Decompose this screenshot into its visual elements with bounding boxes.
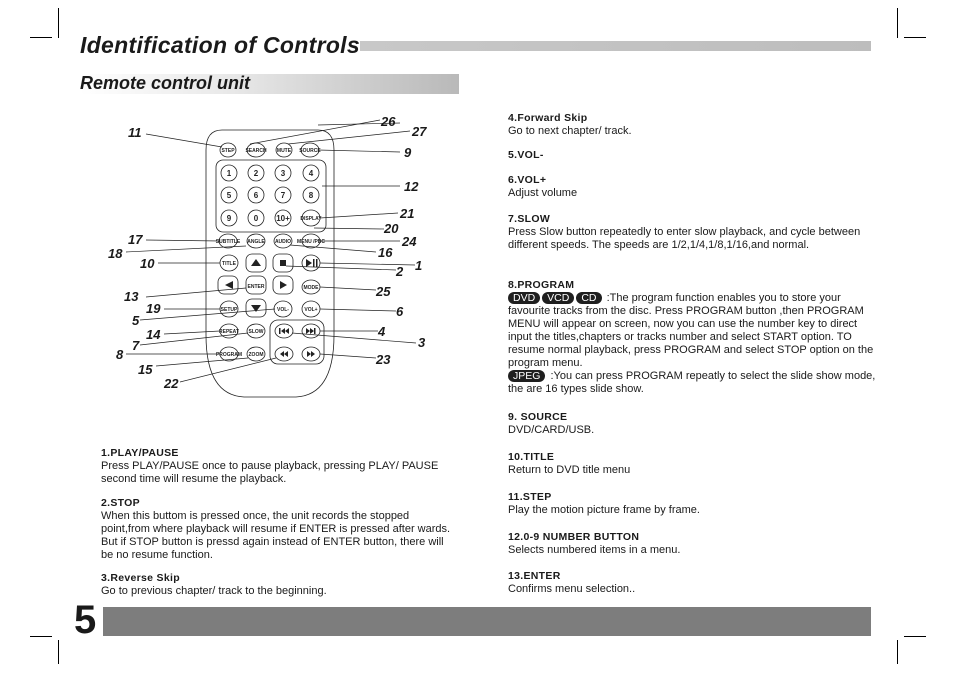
rewind-icon xyxy=(280,351,288,357)
number-button-label: 0 xyxy=(253,214,259,223)
callout-number: 25 xyxy=(376,284,391,299)
section-heading: 2.STOP xyxy=(101,497,140,509)
number-button-label: 3 xyxy=(280,169,286,178)
section-enter xyxy=(508,570,883,596)
crop-mark xyxy=(904,37,926,38)
callout-number: 18 xyxy=(108,246,123,261)
callout-number: 17 xyxy=(128,232,143,247)
section-body: Press Slow button repeatedly to enter slow playback, and cycle between different speeds. The speeds are 1/2,1/4,1/8,1/16,and normal. xyxy=(508,226,861,251)
page-title: Identification of Controls xyxy=(80,32,360,58)
section-body: Adjust volume xyxy=(508,187,578,199)
mode-button-label: MODE xyxy=(303,285,319,291)
skip-forward-icon xyxy=(306,328,316,334)
callout-number: 1 xyxy=(415,258,423,273)
left-arrow-icon xyxy=(225,281,233,289)
callout-number: 11 xyxy=(128,125,142,140)
menu-button-label: MENU /PBC xyxy=(296,239,326,245)
section-heading: 1.PLAY/PAUSE xyxy=(101,447,179,459)
callout-number: 12 xyxy=(404,179,419,194)
skip-back-icon xyxy=(279,328,289,334)
section-title xyxy=(508,451,883,477)
number-button-label: 6 xyxy=(253,191,259,200)
section-vol-plus xyxy=(508,174,883,200)
crop-mark xyxy=(58,640,59,664)
callout-number: 24 xyxy=(402,234,417,249)
callout-number: 4 xyxy=(378,324,386,339)
section-heading: 9. SOURCE xyxy=(508,411,568,423)
mute-button-label: MUTE xyxy=(276,148,292,154)
section-heading: 11.STEP xyxy=(508,491,552,503)
section-heading: 4.Forward Skip xyxy=(508,112,588,124)
crop-mark xyxy=(30,636,52,637)
angle-button-label: ANGLE xyxy=(247,239,265,245)
callout-number: 2 xyxy=(396,264,404,279)
crop-mark xyxy=(904,636,926,637)
section-forward-skip xyxy=(508,112,883,138)
section-body xyxy=(508,370,883,396)
vol-plus-button-label: VOL+ xyxy=(304,307,318,313)
number-button-label: 2 xyxy=(253,169,259,178)
audio-button-label: AUDIO xyxy=(274,239,292,245)
section-body xyxy=(508,292,883,370)
jpeg-description: :You can press PROGRAM repeatly to select the slide show mode, the are 16 types slide show. xyxy=(508,370,876,395)
callout-number: 16 xyxy=(378,245,393,260)
section-slow xyxy=(508,213,883,252)
enter-button-label: ENTER xyxy=(247,284,265,290)
setup-button-label: SETUP xyxy=(220,307,238,313)
search-button-label: SEARCH xyxy=(245,148,267,154)
callout-number: 14 xyxy=(146,327,161,342)
section-body: Play the motion picture frame by frame. xyxy=(508,504,700,516)
section-heading: 7.SLOW xyxy=(508,213,551,225)
repeat-button-label: REPEAT xyxy=(219,329,239,335)
callout-number: 5 xyxy=(132,313,140,328)
crop-mark xyxy=(30,37,52,38)
callout-number: 9 xyxy=(404,145,412,160)
callout-number: 10 xyxy=(140,256,155,271)
section-stop xyxy=(101,497,453,562)
section-body: Selects numbered items in a menu. xyxy=(508,544,681,556)
section-body: Return to DVD title menu xyxy=(508,464,631,476)
section-body: Go to previous chapter/ track to the beginning. xyxy=(101,585,327,597)
section-body: Go to next chapter/ track. xyxy=(508,125,632,137)
crop-mark xyxy=(897,640,898,664)
callout-number: 8 xyxy=(116,347,124,362)
callout-number: 22 xyxy=(164,376,179,391)
section-reverse-skip xyxy=(101,572,453,598)
disc-tag-jpeg: JPEG xyxy=(508,370,545,382)
section-subtitle: Remote control unit xyxy=(80,73,250,93)
number-button-label: 1 xyxy=(226,169,232,178)
title-bar xyxy=(360,41,871,51)
display-button-label: DISPLAY xyxy=(300,216,322,222)
section-source xyxy=(508,411,883,437)
callout-number: 26 xyxy=(381,114,396,129)
right-arrow-icon xyxy=(280,281,287,289)
section-heading: 6.VOL+ xyxy=(508,174,547,186)
number-button-label: 8 xyxy=(308,191,314,200)
fast-forward-icon xyxy=(307,351,315,357)
skip-block-outline xyxy=(270,320,324,364)
section-body: Press PLAY/PAUSE once to pause playback, pressing PLAY/ PAUSE second time will resume the playback. xyxy=(101,460,439,485)
stop-icon xyxy=(280,260,286,266)
callout-number: 20 xyxy=(384,221,399,236)
callout-number: 13 xyxy=(124,289,139,304)
section-heading: 13.ENTER xyxy=(508,570,561,582)
vol-minus-button-label: VOL- xyxy=(277,307,289,313)
number-button-label: 7 xyxy=(280,191,286,200)
callout-number: 7 xyxy=(132,338,140,353)
crop-mark xyxy=(58,8,59,38)
section-heading: 5.VOL- xyxy=(508,149,544,161)
zoom-button-label: ZOOM xyxy=(248,352,264,358)
section-step xyxy=(508,491,883,517)
section-play-pause xyxy=(101,447,446,486)
callout-number: 15 xyxy=(138,362,153,377)
number-button-label: 5 xyxy=(226,191,232,200)
section-heading: 12.0-9 NUMBER BUTTON xyxy=(508,531,640,543)
section-body: DVD/CARD/USB. xyxy=(508,424,595,436)
program-button-label: PROGRAM xyxy=(215,352,243,358)
section-heading: 8.PROGRAM xyxy=(508,279,575,291)
section-program xyxy=(508,279,883,396)
remote-diagram xyxy=(100,110,440,410)
crop-mark xyxy=(897,8,898,38)
section-heading: 3.Reverse Skip xyxy=(101,572,180,584)
title-button-label: TITLE xyxy=(222,261,236,267)
disc-tag-vcd: VCD xyxy=(542,292,574,304)
program-description: :The program function enables you to store your favourite tracks from the disc. Press PROGRAM button ,then PROGRAM MENU will appear on screen, now you can use the number key to direct input the titles,chapters or tracks number and select START option. TO resume normal playback, press PROGRAM and select STOP option on the program menu. xyxy=(508,292,874,369)
ten-plus-button-label: 10+ xyxy=(276,214,290,223)
disc-tag-dvd: DVD xyxy=(508,292,540,304)
section-number-button xyxy=(508,531,883,557)
source-button-label: SOURCE xyxy=(299,148,321,154)
disc-tag-cd: CD xyxy=(576,292,601,304)
section-vol-minus xyxy=(508,149,883,162)
footer-bar xyxy=(103,607,871,636)
section-body: Confirms menu selection.. xyxy=(508,583,636,595)
section-body: When this buttom is pressed once, the unit records the stopped point,from where playback will resume if ENTER is pressed after wards. But if STOP button is pressd again instead of ENTER button, there will be no resume function. xyxy=(101,510,451,561)
page-number: 5 xyxy=(74,598,97,642)
number-button-label: 9 xyxy=(226,214,232,223)
step-button-label: STEP xyxy=(221,148,235,154)
callout-number: 27 xyxy=(412,124,427,139)
section-heading: 10.TITLE xyxy=(508,451,555,463)
callout-number: 3 xyxy=(418,335,426,350)
subtitle-button-label: SUBTITLE xyxy=(215,239,241,245)
callout-number: 21 xyxy=(400,206,415,221)
number-button-label: 4 xyxy=(308,169,314,178)
callout-number: 23 xyxy=(376,352,391,367)
play-pause-icon xyxy=(306,259,318,267)
up-arrow-icon xyxy=(251,259,261,266)
callout-number: 6 xyxy=(396,304,404,319)
callout-number: 19 xyxy=(146,301,161,316)
slow-button-label: SLOW xyxy=(248,329,264,335)
